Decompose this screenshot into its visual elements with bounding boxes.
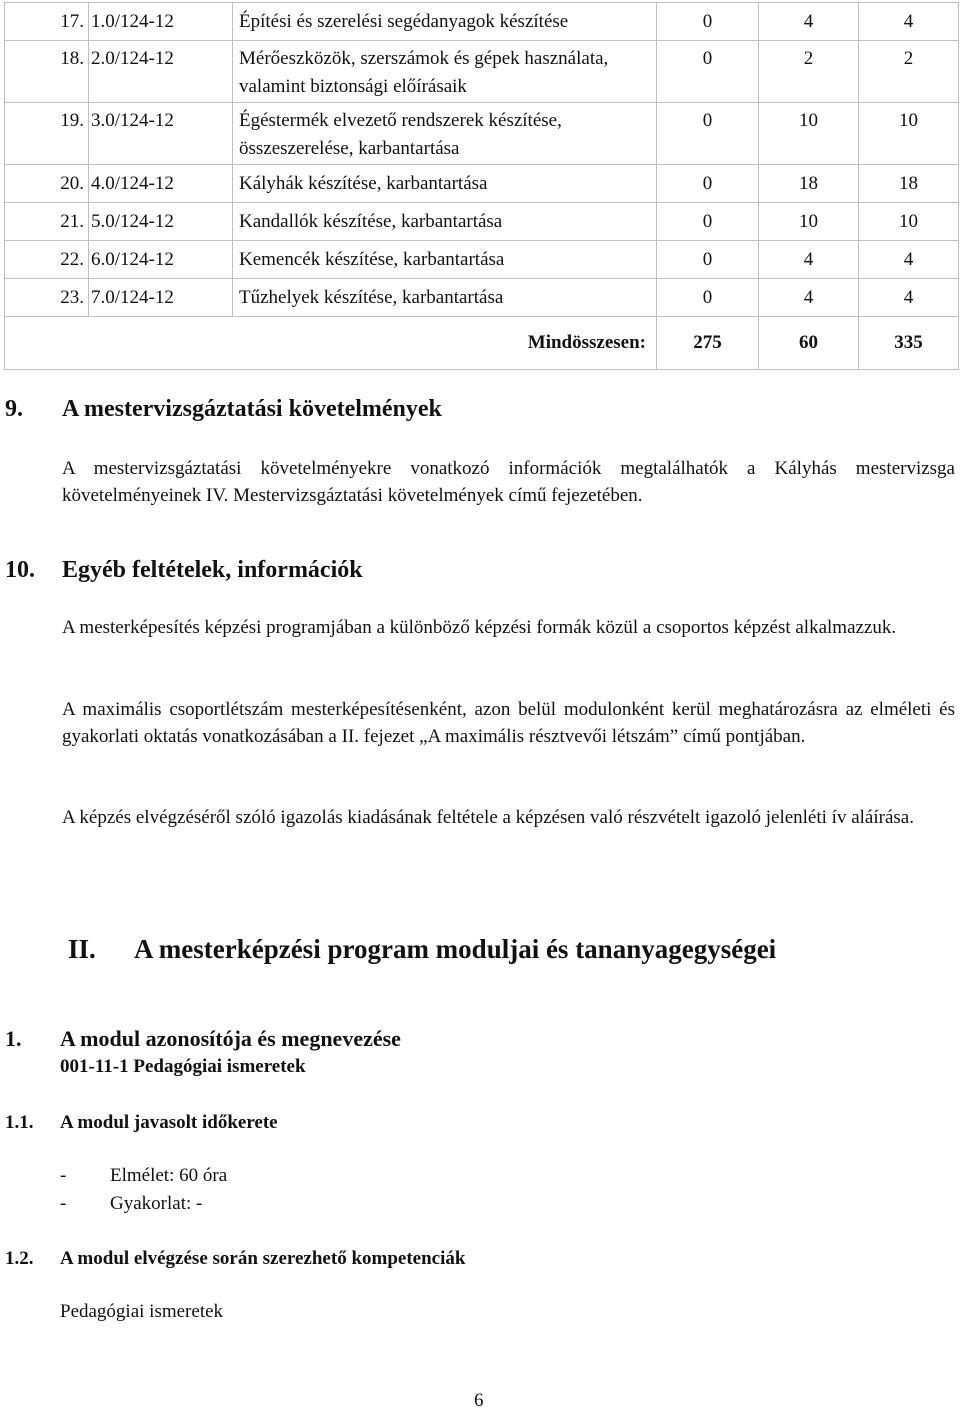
module-title: A modul azonosítója és megnevezése xyxy=(60,1026,401,1051)
table-row xyxy=(5,241,959,279)
value-total: 4 xyxy=(859,279,959,317)
module-code: 4.0/124-12 xyxy=(89,165,233,203)
value-theory: 0 xyxy=(657,279,759,317)
module-code: 6.0/124-12 xyxy=(89,241,233,279)
value-theory: 0 xyxy=(657,3,759,41)
table-row xyxy=(5,41,959,103)
value-practice: 4 xyxy=(759,3,859,41)
module-code: 7.0/124-12 xyxy=(89,279,233,317)
table-row xyxy=(5,279,959,317)
total-practice: 60 xyxy=(759,317,859,370)
chapter-number: II. xyxy=(68,934,96,964)
subsection-1-1-number: 1.1. xyxy=(5,1112,34,1133)
module-name: Kandallók készítése, karbantartása xyxy=(233,203,657,241)
value-theory: 0 xyxy=(657,41,759,103)
module-name: Kályhák készítése, karbantartása xyxy=(233,165,657,203)
value-theory: 0 xyxy=(657,165,759,203)
modules-table xyxy=(4,2,959,370)
section-10-paragraph-1: A mesterképesítés képzési programjában a különböző képzési formák közül a csoportos képzést alkalmazzuk. xyxy=(62,617,897,638)
value-total: 10 xyxy=(859,203,959,241)
list-item: Elmélet: 60 óra xyxy=(110,1165,228,1186)
subsection-1-1-title: A modul javasolt időkerete xyxy=(60,1112,278,1133)
row-number: 23. xyxy=(5,279,89,317)
section-10-paragraph-2: A maximális csoportlétszám mesterképesítésenként, azon belül modulonként kerül meghatározásra az elméleti és gyakorlati oktatás vonatkozásában a II. fejezet „A maximális résztvevői létszám” című pontjában. xyxy=(62,699,955,747)
subsection-1-2-title: A modul elvégzése során szerezhető kompetenciák xyxy=(60,1248,466,1269)
module-name: Tűzhelyek készítése, karbantartása xyxy=(233,279,657,317)
section-9-title: A mestervizsgáztatási követelmények xyxy=(62,396,442,422)
module-number: 1. xyxy=(5,1026,22,1051)
value-practice: 10 xyxy=(759,103,859,165)
value-practice: 18 xyxy=(759,165,859,203)
table-row xyxy=(5,3,959,41)
value-theory: 0 xyxy=(657,203,759,241)
row-number: 22. xyxy=(5,241,89,279)
table-row xyxy=(5,165,959,203)
table-row xyxy=(5,103,959,165)
row-number: 18. xyxy=(5,41,89,103)
total-theory: 275 xyxy=(657,317,759,370)
total-label: Mindösszesen: xyxy=(5,317,657,370)
module-code: 2.0/124-12 xyxy=(89,41,233,103)
value-total: 4 xyxy=(859,241,959,279)
module-name: Mérőeszközök, szerszámok és gépek használata, valamint biztonsági előírásaik xyxy=(233,41,657,103)
module-name: Kemencék készítése, karbantartása xyxy=(233,241,657,279)
value-total: 2 xyxy=(859,41,959,103)
list-item: Gyakorlat: - xyxy=(110,1193,203,1214)
row-number: 20. xyxy=(5,165,89,203)
row-number: 17. xyxy=(5,3,89,41)
value-total: 18 xyxy=(859,165,959,203)
subsection-1-2-number: 1.2. xyxy=(5,1248,34,1269)
list-item-dash: - xyxy=(60,1165,67,1186)
value-theory: 0 xyxy=(657,103,759,165)
row-number: 19. xyxy=(5,103,89,165)
total-row xyxy=(5,317,959,370)
value-practice: 2 xyxy=(759,41,859,103)
section-10-paragraph-3: A képzés elvégzéséről szóló igazolás kiadásának feltétele a képzésen való részvételt igazoló jelenléti ív aláírása. xyxy=(62,807,914,828)
value-theory: 0 xyxy=(657,241,759,279)
value-total: 4 xyxy=(859,3,959,41)
section-9-text: A mestervizsgáztatási követelményekre vonatkozó információk megtalálhatók a Kályhás mestervizsga követelményeinek IV. Mestervizsgáztatási követelmények című fejezetében. xyxy=(62,458,955,506)
list-item-dash: - xyxy=(60,1193,67,1214)
chapter-title: A mesterképzési program moduljai és tananyagegységei xyxy=(134,934,777,964)
subsection-1-2-text: Pedagógiai ismeretek xyxy=(60,1301,224,1322)
module-name: Építési és szerelési segédanyagok készítése xyxy=(233,3,657,41)
value-total: 10 xyxy=(859,103,959,165)
module-name: Égéstermék elvezető rendszerek készítése, összeszerelése, karbantartása xyxy=(233,103,657,165)
value-practice: 10 xyxy=(759,203,859,241)
value-practice: 4 xyxy=(759,279,859,317)
total-sum: 335 xyxy=(859,317,959,370)
module-id-line: 001-11-1 Pedagógiai ismeretek xyxy=(60,1056,306,1077)
section-9-number: 9. xyxy=(5,396,23,422)
row-number: 21. xyxy=(5,203,89,241)
module-code: 3.0/124-12 xyxy=(89,103,233,165)
section-10-number: 10. xyxy=(5,557,35,583)
section-10-title: Egyéb feltételek, információk xyxy=(62,557,363,583)
value-practice: 4 xyxy=(759,241,859,279)
table-row xyxy=(5,203,959,241)
module-code: 5.0/124-12 xyxy=(89,203,233,241)
page-number: 6 xyxy=(474,1390,484,1411)
module-code: 1.0/124-12 xyxy=(89,3,233,41)
